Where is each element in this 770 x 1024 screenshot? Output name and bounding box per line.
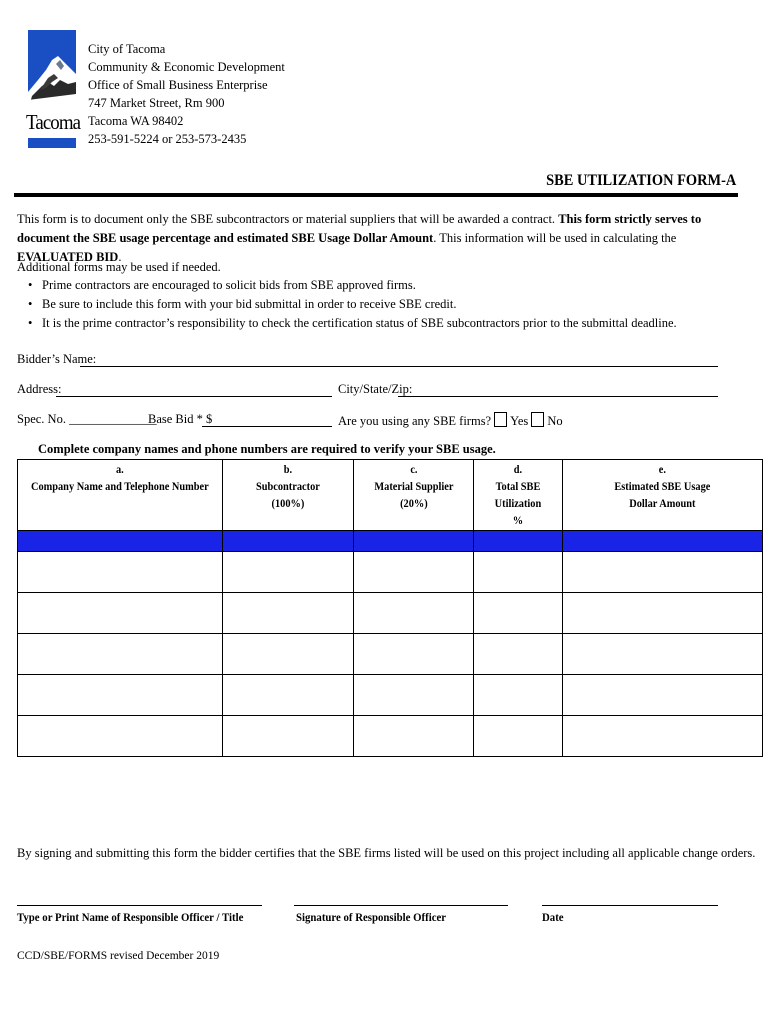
column-header-material-supplier: c. Material Supplier (20%): [353, 460, 474, 531]
address-line: 747 Market Street, Rm 900: [88, 96, 225, 110]
address-field[interactable]: [56, 396, 332, 397]
intro-text: . This information will be used in calculating the: [433, 231, 677, 245]
table-header-row: [18, 460, 763, 531]
city-state-zip-field[interactable]: [398, 396, 718, 397]
instruction-item: • It is the prime contractor’s responsibility to check the certification status of SBE subcontractors prior to the submittal deadline.: [28, 314, 677, 333]
additional-forms-note: Additional forms may be used if needed.: [17, 260, 221, 274]
intro-text: This form is to document only the SBE subcontractors or material suppliers that will be awarded a contract.: [17, 212, 559, 226]
table-row: [18, 593, 763, 634]
sbe-question-label: Are you using any SBE firms?: [338, 414, 492, 428]
table-row: [18, 716, 763, 757]
yes-checkbox[interactable]: [494, 412, 507, 427]
bidder-name-field[interactable]: [80, 366, 718, 367]
intro-text: .: [118, 250, 122, 264]
certification-statement: By signing and submitting this form the bidder certifies that the SBE firms listed will be used on this project including all applicable change orders.: [17, 846, 756, 860]
base-bid-label: Base Bid * $: [148, 412, 213, 426]
form-title: SBE UTILIZATION FORM-A: [545, 172, 736, 189]
date-label: Date: [542, 910, 564, 924]
evaluated-bid-text: EVALUATED BID: [17, 250, 119, 264]
date-field[interactable]: [542, 905, 718, 906]
sbe-question: [338, 412, 563, 429]
bidder-name-label: Bidder’s Name:: [17, 352, 97, 366]
instruction-list: [28, 276, 677, 333]
base-bid-field[interactable]: [202, 426, 332, 427]
column-header-subcontractor: b. Subcontractor (100%): [222, 460, 353, 531]
city-logo: [28, 30, 76, 110]
office-address: [88, 40, 285, 148]
address-line: City of Tacoma: [88, 42, 166, 56]
no-checkbox[interactable]: [531, 412, 544, 427]
signature-label: Signature of Responsible Officer: [296, 910, 447, 924]
officer-name-field[interactable]: [17, 905, 262, 906]
column-header-dollar-amount: e. Estimated SBE Usage Dollar Amount: [563, 460, 763, 531]
address-line: Tacoma WA 98402: [88, 114, 184, 128]
address-line: 253-591-5224 or 253-573-2435: [88, 132, 247, 146]
table-row: [18, 675, 763, 716]
mountain-icon: [28, 30, 76, 110]
column-header-company: a. Company Name and Telephone Number: [18, 460, 223, 531]
address-label: Address:: [17, 382, 62, 396]
signature-field[interactable]: [294, 905, 508, 906]
logo-bar: [28, 138, 76, 148]
instruction-item: • Be sure to include this form with your bid submittal in order to receive SBE credit.: [28, 295, 677, 314]
table-row: [18, 634, 763, 675]
table-band-row: [18, 531, 763, 552]
officer-name-label: Type or Print Name of Responsible Officer / Title: [17, 910, 244, 924]
city-state-zip-label: City/State/Zip:: [338, 382, 413, 396]
yes-label: Yes: [510, 414, 529, 428]
logo-wordmark: Tacoma: [26, 110, 81, 134]
title-rule: [14, 193, 738, 197]
instruction-item: • Prime contractors are encouraged to solicit bids from SBE approved firms.: [28, 276, 677, 295]
table-row: [18, 552, 763, 593]
spec-no-field[interactable]: Spec. No. ______________: [17, 412, 157, 426]
column-header-total-utilization: d. Total SBE Utilization %: [474, 460, 563, 531]
sbe-utilization-table: [17, 459, 763, 757]
table-caption: Complete company names and phone numbers are required to verify your SBE usage.: [38, 442, 496, 456]
address-line: Community & Economic Development: [88, 60, 285, 74]
intro-bold-text: This form strictly serves to document the SBE usage percentage and estimated SBE Usage Dollar Amount: [17, 212, 702, 245]
form-revision-footer: CCD/SBE/FORMS revised December 2019: [17, 950, 220, 962]
no-label: No: [547, 414, 563, 428]
address-line: Office of Small Business Enterprise: [88, 78, 268, 92]
